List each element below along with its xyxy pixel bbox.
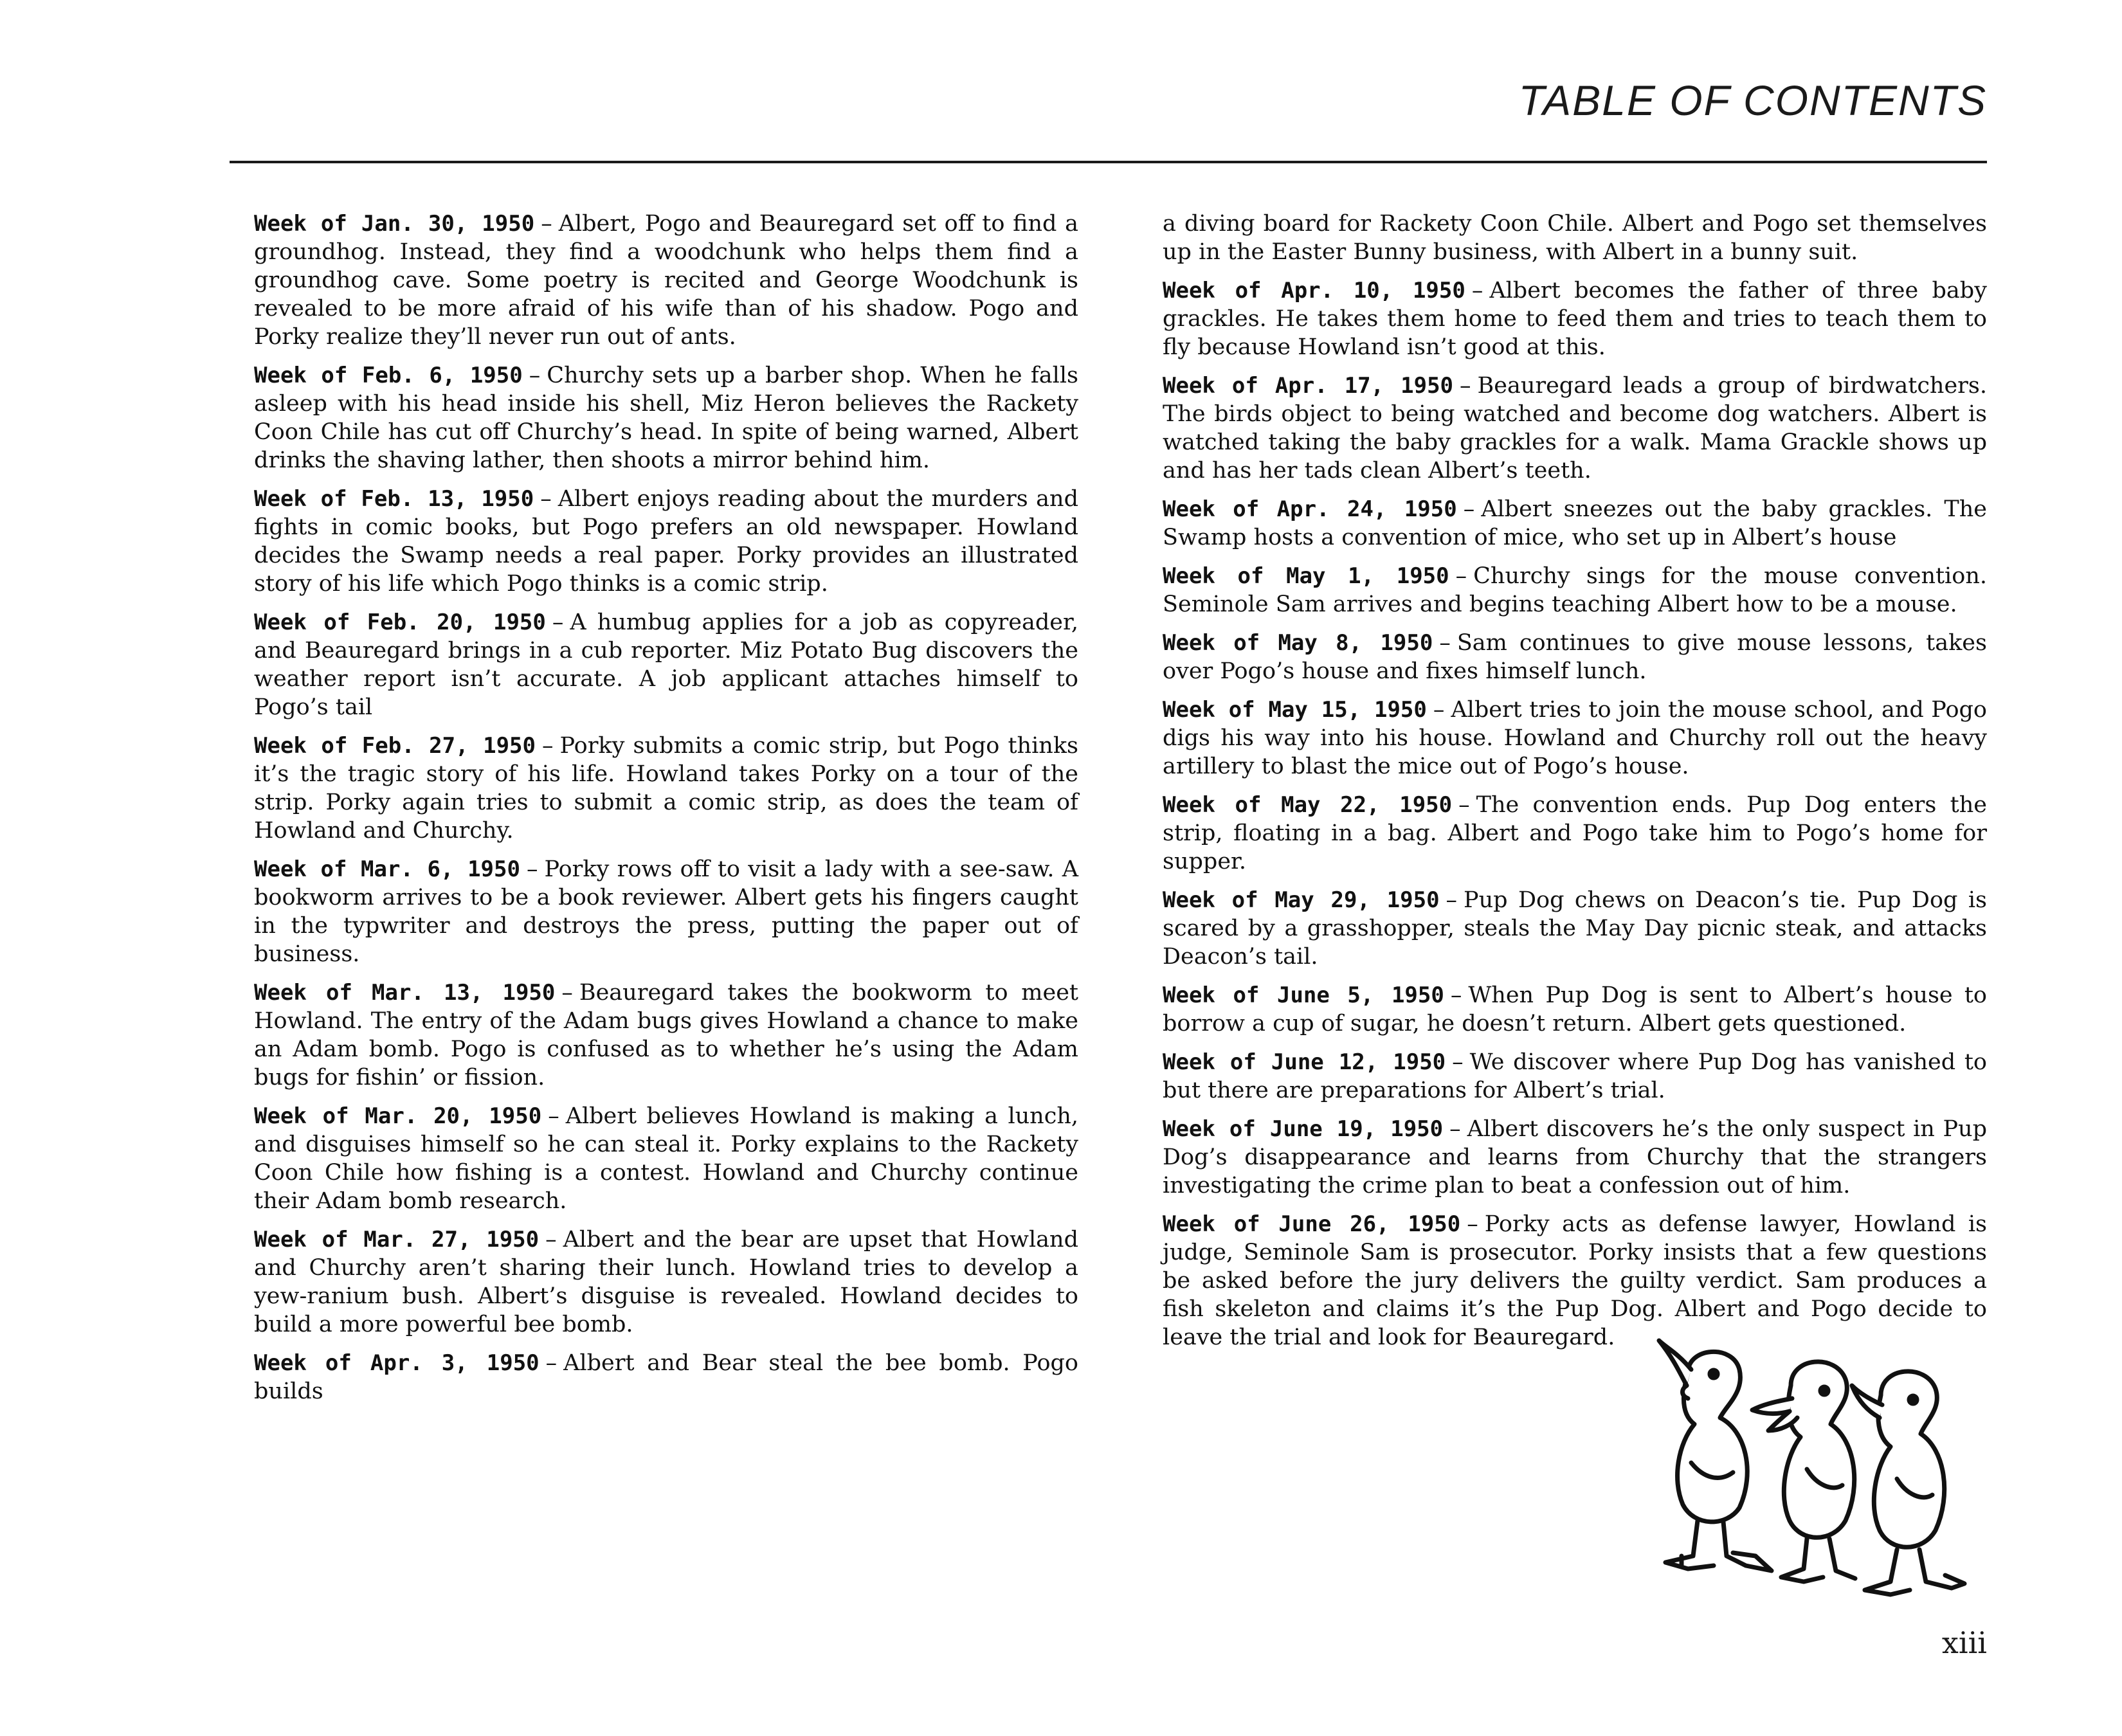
- entry-text: Porky rows off to visit a lady with a see-saw. A bookworm arrives to be a book reviewer. Albert gets his fingers caught in the typwriter and destroys the press, putting the paper out of business.: [254, 856, 1078, 967]
- entry-separator: –: [541, 733, 554, 759]
- toc-entry: [1163, 696, 1987, 781]
- entry-text: Sam continues to give mouse lessons, takes over Pogo’s house and fixes himself lunch.: [1163, 630, 1987, 684]
- entry-separator: –: [552, 610, 564, 635]
- entry-separator: –: [1446, 887, 1458, 913]
- toc-entry: [1163, 629, 1987, 685]
- entry-date: Week of May 29, 1950: [1163, 887, 1440, 913]
- entry-date: Week of June 26, 1950: [1163, 1211, 1461, 1237]
- toc-entry: [1163, 372, 1987, 485]
- entry-text: Porky acts as defense lawyer, Howland is judge, Seminole Sam is prosecutor. Porky insists that a few questions be asked before the jury delivers the guilty verdict. Sam produces a fish skeleton and claims it’s the Pup Dog. Albert and Pogo decide to leave the trial and look for Beauregard.: [1163, 1211, 1987, 1350]
- page-number: xiii: [1941, 1625, 1987, 1660]
- entry-text: Churchy sets up a barber shop. When he falls asleep with his head inside his shell, Miz Heron believes the Rackety Coon Chile has cut off Churchy’s head. In spite of being warned, Albert drinks the shaving lather, then shoots a mirror behind him.: [254, 363, 1078, 473]
- toc-entry: [1163, 276, 1987, 361]
- entry-date: Week of Apr. 24, 1950: [1163, 496, 1457, 522]
- duckling-2-icon: [1752, 1362, 1855, 1582]
- entry-separator: –: [1467, 1211, 1478, 1237]
- entry-text: Albert discovers he’s the only suspect in Pup Dog’s disappearance and learns from Churchy that the strangers investigating the crime plan to beat a confession out of him.: [1163, 1116, 1987, 1198]
- entry-text: Churchy sings for the mouse convention. Seminole Sam arrives and begins teaching Albert how to be a mouse.: [1163, 563, 1987, 617]
- entry-text: Albert believes Howland is making a lunch, and disguises himself so he can steal it. Porky explains to the Rackety Coon Chile how fishing is a contest. Howland and Churchy continue their Adam bomb research.: [254, 1103, 1078, 1214]
- toc-entry: [254, 1102, 1078, 1215]
- entry-text: Albert and Bear steal the bee bomb. Pogo builds: [254, 1350, 1078, 1404]
- toc-entry: [254, 210, 1078, 351]
- toc-entry: [1163, 886, 1987, 971]
- entry-text: When Pup Dog is sent to Albert’s house to borrow a cup of sugar, he doesn’t return. Albert gets questioned.: [1163, 982, 1987, 1036]
- toc-entry: [1163, 1048, 1987, 1105]
- entry-date: Week of Feb. 27, 1950: [254, 733, 536, 759]
- entry-separator: –: [561, 980, 573, 1006]
- entry-date: Week of Apr. 10, 1950: [1163, 278, 1465, 303]
- entry-date: Week of Mar. 20, 1950: [254, 1103, 542, 1129]
- entry-date: Week of Apr. 3, 1950: [254, 1350, 540, 1376]
- toc-entry: [1163, 1115, 1987, 1200]
- entry-separator: –: [1449, 1116, 1461, 1142]
- toc-entry: [254, 361, 1078, 475]
- entry-date: Week of Apr. 17, 1950: [1163, 373, 1454, 399]
- entry-separator: –: [1460, 373, 1471, 399]
- entry-separator: –: [526, 856, 538, 882]
- toc-entry: [254, 1349, 1078, 1406]
- toc-entry: [1163, 495, 1987, 552]
- toc-entry-continuation: a diving board for Rackety Coon Chile. Albert and Pogo set themselves up in the Easter Bunny business, with Albert in a bunny suit.: [1163, 211, 1987, 265]
- entry-date: Week of Jan. 30, 1950: [254, 211, 535, 237]
- entry-text: We discover where Pup Dog has vanished to but there are preparations for Albert’s trial.: [1163, 1049, 1987, 1103]
- entry-text: A humbug applies for a job as copyreader, and Beauregard brings in a cub reporter. Miz Potato Bug discovers the weather report isn’t accurate. A job applicant attaches himself to Pogo’s tail: [254, 610, 1078, 720]
- entry-date: Week of Mar. 13, 1950: [254, 980, 556, 1006]
- entry-text: Albert enjoys reading about the murders and fights in comic books, but Pogo prefers an old newspaper. Howland decides the Swamp needs a real paper. Porky provides an illustrated story of his life which Pogo thinks is a comic strip.: [254, 486, 1078, 597]
- duckling-3-icon: [1852, 1371, 1964, 1595]
- entry-text: Beauregard leads a group of birdwatchers. The birds object to being watched and become dog watchers. Albert is watched taking the baby grackles for a walk. Mama Grackle shows up and has her tads clean Albert’s teeth.: [1163, 373, 1987, 484]
- entry-date: Week of Feb. 13, 1950: [254, 486, 534, 512]
- entry-date: Week of May 1, 1950: [1163, 563, 1449, 589]
- page-title: TABLE OF CONTENTS: [1518, 77, 1987, 124]
- entry-date: Week of June 5, 1950: [1163, 982, 1444, 1008]
- entry-date: Week of June 19, 1950: [1163, 1116, 1444, 1142]
- toc-entry: [254, 485, 1078, 598]
- contents-column-left: [254, 210, 1078, 1416]
- entry-date: Week of May 8, 1950: [1163, 630, 1433, 656]
- entry-text: Albert sneezes out the baby grackles. The Swamp hosts a convention of mice, who set up in Albert’s house: [1163, 496, 1987, 550]
- toc-entry: [254, 732, 1078, 845]
- entry-date: Week of June 12, 1950: [1163, 1049, 1446, 1075]
- entry-text: Beauregard takes the bookworm to meet Howland. The entry of the Adam bugs gives Howland a chance to make an Adam bomb. Pogo is confused as to whether he’s using the Adam bugs for fishin’ or fission.: [254, 980, 1078, 1090]
- entry-separator: –: [529, 363, 541, 388]
- three-ducklings-illustration: [1643, 1334, 1984, 1604]
- entry-date: Week of May 15, 1950: [1163, 697, 1427, 723]
- entry-text: Albert, Pogo and Beauregard set off to find a groundhog. Instead, they find a woodchunk who helps them find a groundhog cave. Some poetry is recited and George Woodchunk is revealed to be more afraid of his wife than of his shadow. Pogo and Porky realize they’ll never run out of ants.: [254, 211, 1078, 350]
- entry-separator: –: [1458, 792, 1470, 818]
- entry-separator: –: [545, 1350, 558, 1376]
- entry-text: Pup Dog chews on Deacon’s tie. Pup Dog is scared by a grasshopper, steals the May Day picnic steak, and attacks Deacon’s tail.: [1163, 887, 1987, 970]
- toc-entry: [1163, 562, 1987, 619]
- entry-text: Porky submits a comic strip, but Pogo thinks it’s the tragic story of his life. Howland takes Porky on a tour of the strip. Porky again tries to submit a comic strip, as does the team of Howland and Churchy.: [254, 733, 1078, 844]
- entry-text: Albert becomes the father of three baby grackles. He takes them home to feed them and tries to teach them to fly because Howland isn’t good at this.: [1163, 278, 1987, 360]
- toc-entry: [254, 855, 1078, 968]
- entry-text: Albert and the bear are upset that Howland and Churchy aren’t sharing their lunch. Howland tries to develop a yew-ranium bush. Albert’s disguise is revealed. Howland decides to build a more powerful bee bomb.: [254, 1227, 1078, 1337]
- entry-separator: –: [540, 486, 552, 512]
- entry-separator: –: [1455, 563, 1467, 589]
- toc-entry: [254, 608, 1078, 721]
- duckling-1-icon: [1659, 1341, 1772, 1571]
- entry-separator: –: [1450, 982, 1462, 1008]
- title-divider: [230, 161, 1987, 163]
- toc-entry: [254, 979, 1078, 1092]
- entry-text: Albert tries to join the mouse school, and Pogo digs his way into his house. Howland and Churchy roll out the heavy artillery to blast the mice out of Pogo’s house.: [1163, 697, 1987, 779]
- entry-separator: –: [1433, 697, 1445, 723]
- entry-text: The convention ends. Pup Dog enters the strip, floating in a bag. Albert and Pogo take him to Pogo’s home for supper.: [1163, 792, 1987, 874]
- entry-separator: –: [1439, 630, 1451, 656]
- entry-separator: –: [545, 1227, 557, 1252]
- toc-entry: [1163, 1210, 1987, 1352]
- entry-date: Week of Feb. 20, 1950: [254, 610, 546, 635]
- entry-separator: –: [1463, 496, 1475, 522]
- toc-entry: [254, 1225, 1078, 1339]
- entry-date: Week of May 22, 1950: [1163, 792, 1453, 818]
- entry-date: Week of Feb. 6, 1950: [254, 363, 523, 388]
- toc-entry: [1163, 791, 1987, 876]
- contents-column-right: [1163, 210, 1987, 1362]
- toc-entry: [1163, 981, 1987, 1038]
- entry-separator: –: [1452, 1049, 1464, 1075]
- entry-date: Week of Mar. 27, 1950: [254, 1227, 540, 1252]
- entry-separator: –: [548, 1103, 559, 1129]
- entry-separator: –: [1471, 278, 1483, 303]
- entry-date: Week of Mar. 6, 1950: [254, 856, 520, 882]
- entry-separator: –: [541, 211, 552, 237]
